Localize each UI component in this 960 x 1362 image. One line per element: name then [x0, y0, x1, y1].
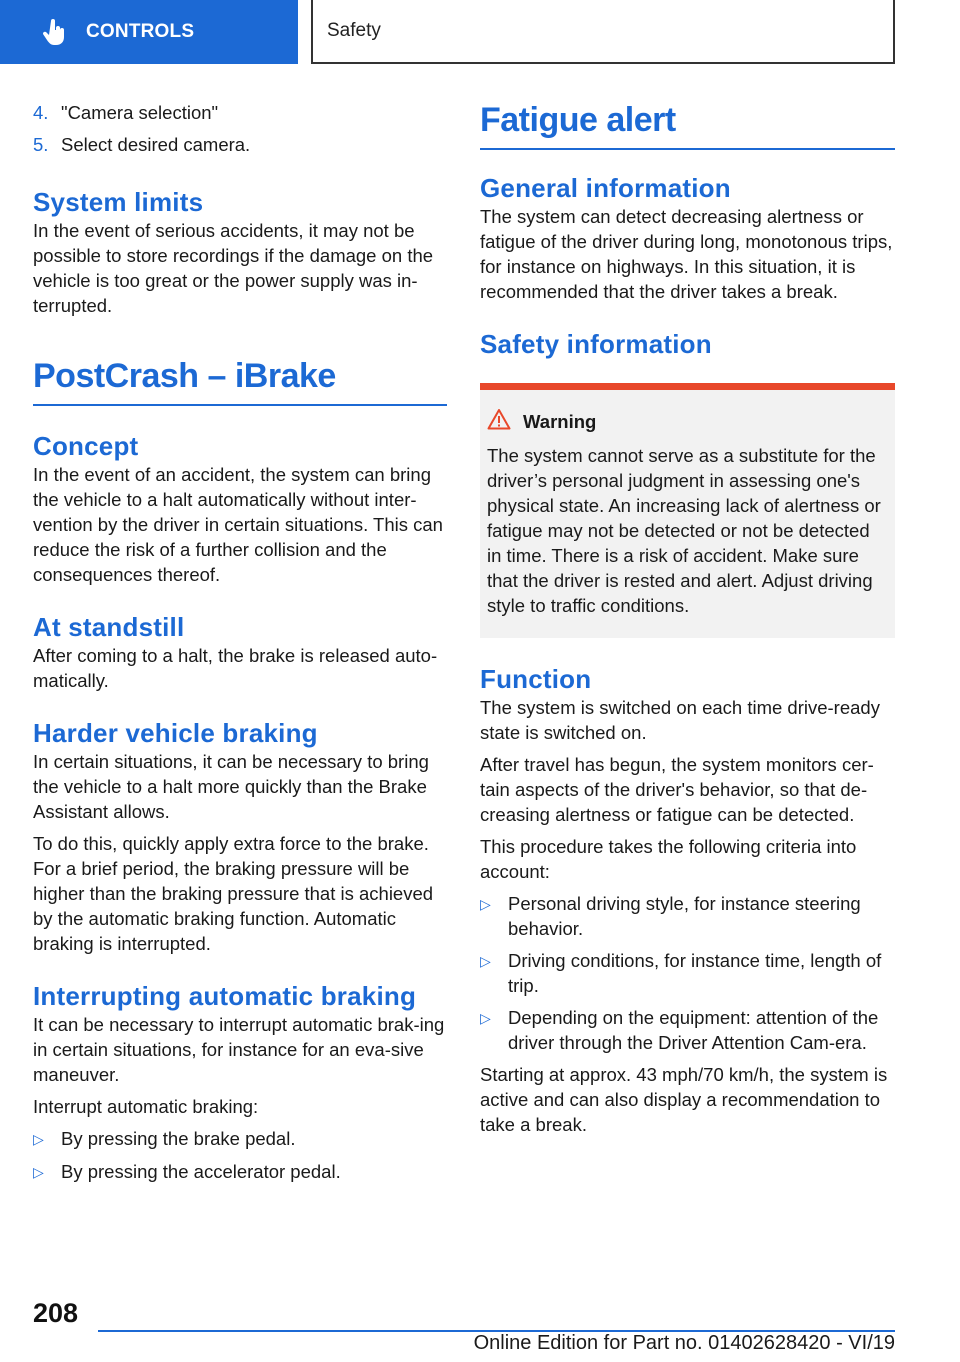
interrupting-text-1: It can be necessary to interrupt automatic brak-ing in certain situations, for instance for an eva-sive maneuver.: [33, 1014, 445, 1085]
edition-footer: Online Edition for Part no. 01402628420 - VI/19: [473, 1332, 895, 1354]
right-column: [480, 100, 895, 1137]
section-tab-label: Safety: [327, 20, 381, 41]
triangle-bullet-icon: ▷: [33, 1131, 44, 1147]
list-item-text: Driving conditions, for instance time, length of trip.: [508, 950, 882, 996]
step-text: Select desired camera.: [61, 134, 251, 155]
controls-tab-label: CONTROLS: [86, 21, 195, 42]
concept-heading: Concept: [33, 431, 139, 461]
step-number: 5.: [33, 134, 49, 155]
step-text: "Camera selection": [61, 102, 219, 123]
harder-braking-heading: Harder vehicle braking: [33, 718, 318, 748]
harder-braking-text-1: In certain situations, it can be necessary to bring the vehicle to a halt more quickly than the Brake Assistant allows.: [33, 751, 429, 822]
list-item: [33, 1126, 447, 1152]
list-item: [480, 891, 895, 941]
list-item-text: By pressing the brake pedal.: [61, 1128, 296, 1149]
warning-triangle-icon: [487, 408, 511, 435]
triangle-bullet-icon: ▷: [480, 896, 491, 912]
postcrash-title: PostCrash – iBrake: [33, 356, 447, 406]
left-column: [33, 100, 447, 1192]
safety-information-heading: Safety information: [480, 329, 712, 359]
system-limits-heading: System limits: [33, 187, 204, 217]
function-text-1: The system is switched on each time drive-ready state is switched on.: [480, 697, 880, 743]
list-item-text: Personal driving style, for instance steering behavior.: [508, 893, 861, 939]
list-item: [33, 1159, 447, 1185]
general-information-heading: General information: [480, 173, 731, 203]
interrupting-text-2: Interrupt automatic braking:: [33, 1096, 259, 1117]
step-number: 4.: [33, 102, 49, 123]
triangle-bullet-icon: ▷: [480, 953, 491, 969]
interrupting-heading: Interrupting automatic braking: [33, 981, 417, 1011]
hand-pointer-icon: [40, 18, 68, 46]
warning-header: [487, 408, 888, 435]
section-tab: [311, 0, 895, 64]
function-heading: Function: [480, 664, 592, 694]
general-information-text: The system can detect decreasing alertness or fatigue of the driver during long, monotonous trips, for instance on highways. In this situation, it is recommended that the driver takes a break.: [480, 206, 893, 302]
fatigue-alert-title: Fatigue alert: [480, 100, 895, 150]
system-limits-text: In the event of serious accidents, it may not be possible to store recordings if the damage on the vehicle is too great or the power supply was in-terrupted.: [33, 220, 434, 316]
list-item: [480, 1005, 895, 1055]
standstill-text: After coming to a halt, the brake is released auto-matically.: [33, 645, 438, 691]
list-item-text: By pressing the accelerator pedal.: [61, 1161, 341, 1182]
harder-braking-text-2: To do this, quickly apply extra force to the brake. For a brief period, the braking pressure will be higher than the braking pressure that is achieved by the automatic braking function. Automatic braking is interrupted.: [33, 833, 434, 954]
function-text-2: After travel has begun, the system monitors cer-tain aspects of the driver's behavior, so that de-creasing alertness or fatigue can be detected.: [480, 754, 874, 825]
triangle-bullet-icon: ▷: [33, 1164, 44, 1180]
function-text-3: This procedure takes the following criteria into account:: [480, 836, 857, 882]
concept-text: In the event of an accident, the system can bring the vehicle to a halt automatically without inter-vention by the driver in certain situations. This can reduce the risk of a further collision and the consequences thereof.: [33, 464, 443, 585]
triangle-bullet-icon: ▷: [480, 1010, 491, 1026]
standstill-heading: At standstill: [33, 612, 185, 642]
warning-text: The system cannot serve as a substitute for the driver’s personal judgment in assessing one's physical state. An increasing lack of alertness or fatigue may not be detected or not be detected in time. There is a risk of accident. Make sure that the driver is rested and alert. Adjust driving style to traffic conditions.: [487, 445, 881, 616]
warning-title: Warning: [523, 410, 597, 432]
page-number: 208: [33, 1298, 79, 1328]
warning-box: [480, 383, 895, 638]
step-item: [33, 100, 447, 125]
list-item-text: Depending on the equipment: attention of the driver through the Driver Attention Cam-era.: [508, 1007, 879, 1053]
step-item: [33, 132, 447, 157]
list-item: [480, 948, 895, 998]
function-text-4: Starting at approx. 43 mph/70 km/h, the system is active and can also display a recommendation to take a break.: [480, 1064, 888, 1135]
controls-tab[interactable]: [0, 0, 298, 64]
